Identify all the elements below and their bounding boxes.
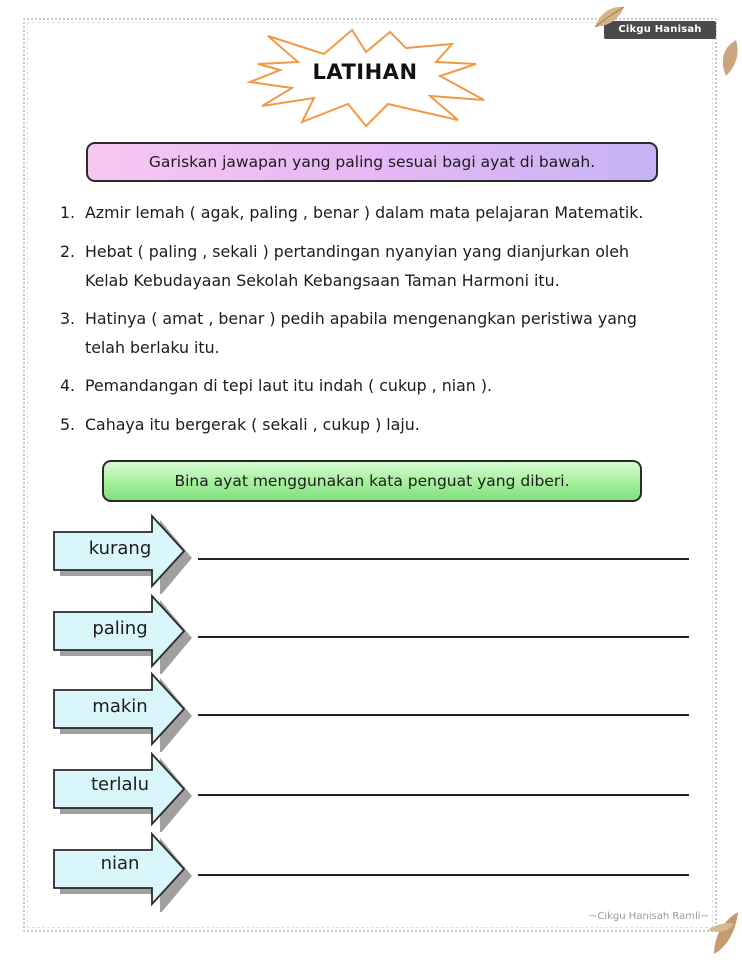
question-item xyxy=(60,237,720,295)
answer-line[interactable] xyxy=(198,714,689,716)
word-label: nian xyxy=(100,853,140,874)
answer-line[interactable] xyxy=(198,636,689,638)
word-label: terlalu xyxy=(91,774,149,795)
question-number: 5. xyxy=(60,415,76,434)
question-number: 2. xyxy=(60,242,76,261)
question-text: Pemandangan di tepi laut itu indah ( cukup , nian ). xyxy=(85,376,493,395)
question-number: 3. xyxy=(60,309,76,328)
word-row xyxy=(52,832,702,912)
word-row xyxy=(52,672,702,752)
word-label: makin xyxy=(92,696,148,717)
question-text: Azmir lemah ( agak, paling , benar ) dalam mata pelajaran Matematik. xyxy=(85,203,644,222)
word-label: kurang xyxy=(88,538,152,559)
leaf-icon xyxy=(716,38,742,78)
answer-line[interactable] xyxy=(198,558,689,560)
question-item xyxy=(60,304,720,362)
answer-line[interactable] xyxy=(198,874,689,876)
question-item xyxy=(60,198,720,228)
question-list xyxy=(60,198,720,449)
question-number: 1. xyxy=(60,203,76,222)
answer-line[interactable] xyxy=(198,794,689,796)
credit-text: ~Cikgu Hanisah Ramli~ xyxy=(589,911,709,922)
page-title: LATIHAN xyxy=(312,60,418,84)
question-text: Cahaya itu bergerak ( sekali , cukup ) laju. xyxy=(85,415,420,434)
brand-tag: Cikgu Hanisah Ramli xyxy=(604,21,716,39)
word-row xyxy=(52,752,702,832)
question-item xyxy=(60,371,720,401)
instruction-banner-underline: Gariskan jawapan yang paling sesuai bagi ayat di bawah. xyxy=(86,142,658,182)
question-text-continued: telah berlaku itu. xyxy=(85,338,220,357)
question-text-continued: Kelab Kebudayaan Sekolah Kebangsaan Taman Harmoni itu. xyxy=(85,271,560,290)
question-text: Hatinya ( amat , benar ) pedih apabila mengenangkan peristiwa yang xyxy=(85,309,637,328)
word-label: paling xyxy=(92,618,148,639)
leaf-icon xyxy=(706,900,742,956)
instruction-banner-sentence: Bina ayat menggunakan kata penguat yang diberi. xyxy=(102,460,642,502)
leaf-icon xyxy=(590,2,630,32)
question-number: 4. xyxy=(60,376,76,395)
question-item xyxy=(60,410,720,440)
question-text: Hebat ( paling , sekali ) pertandingan nyanyian yang dianjurkan oleh xyxy=(85,242,630,261)
word-row xyxy=(52,594,702,674)
word-row xyxy=(52,514,702,594)
